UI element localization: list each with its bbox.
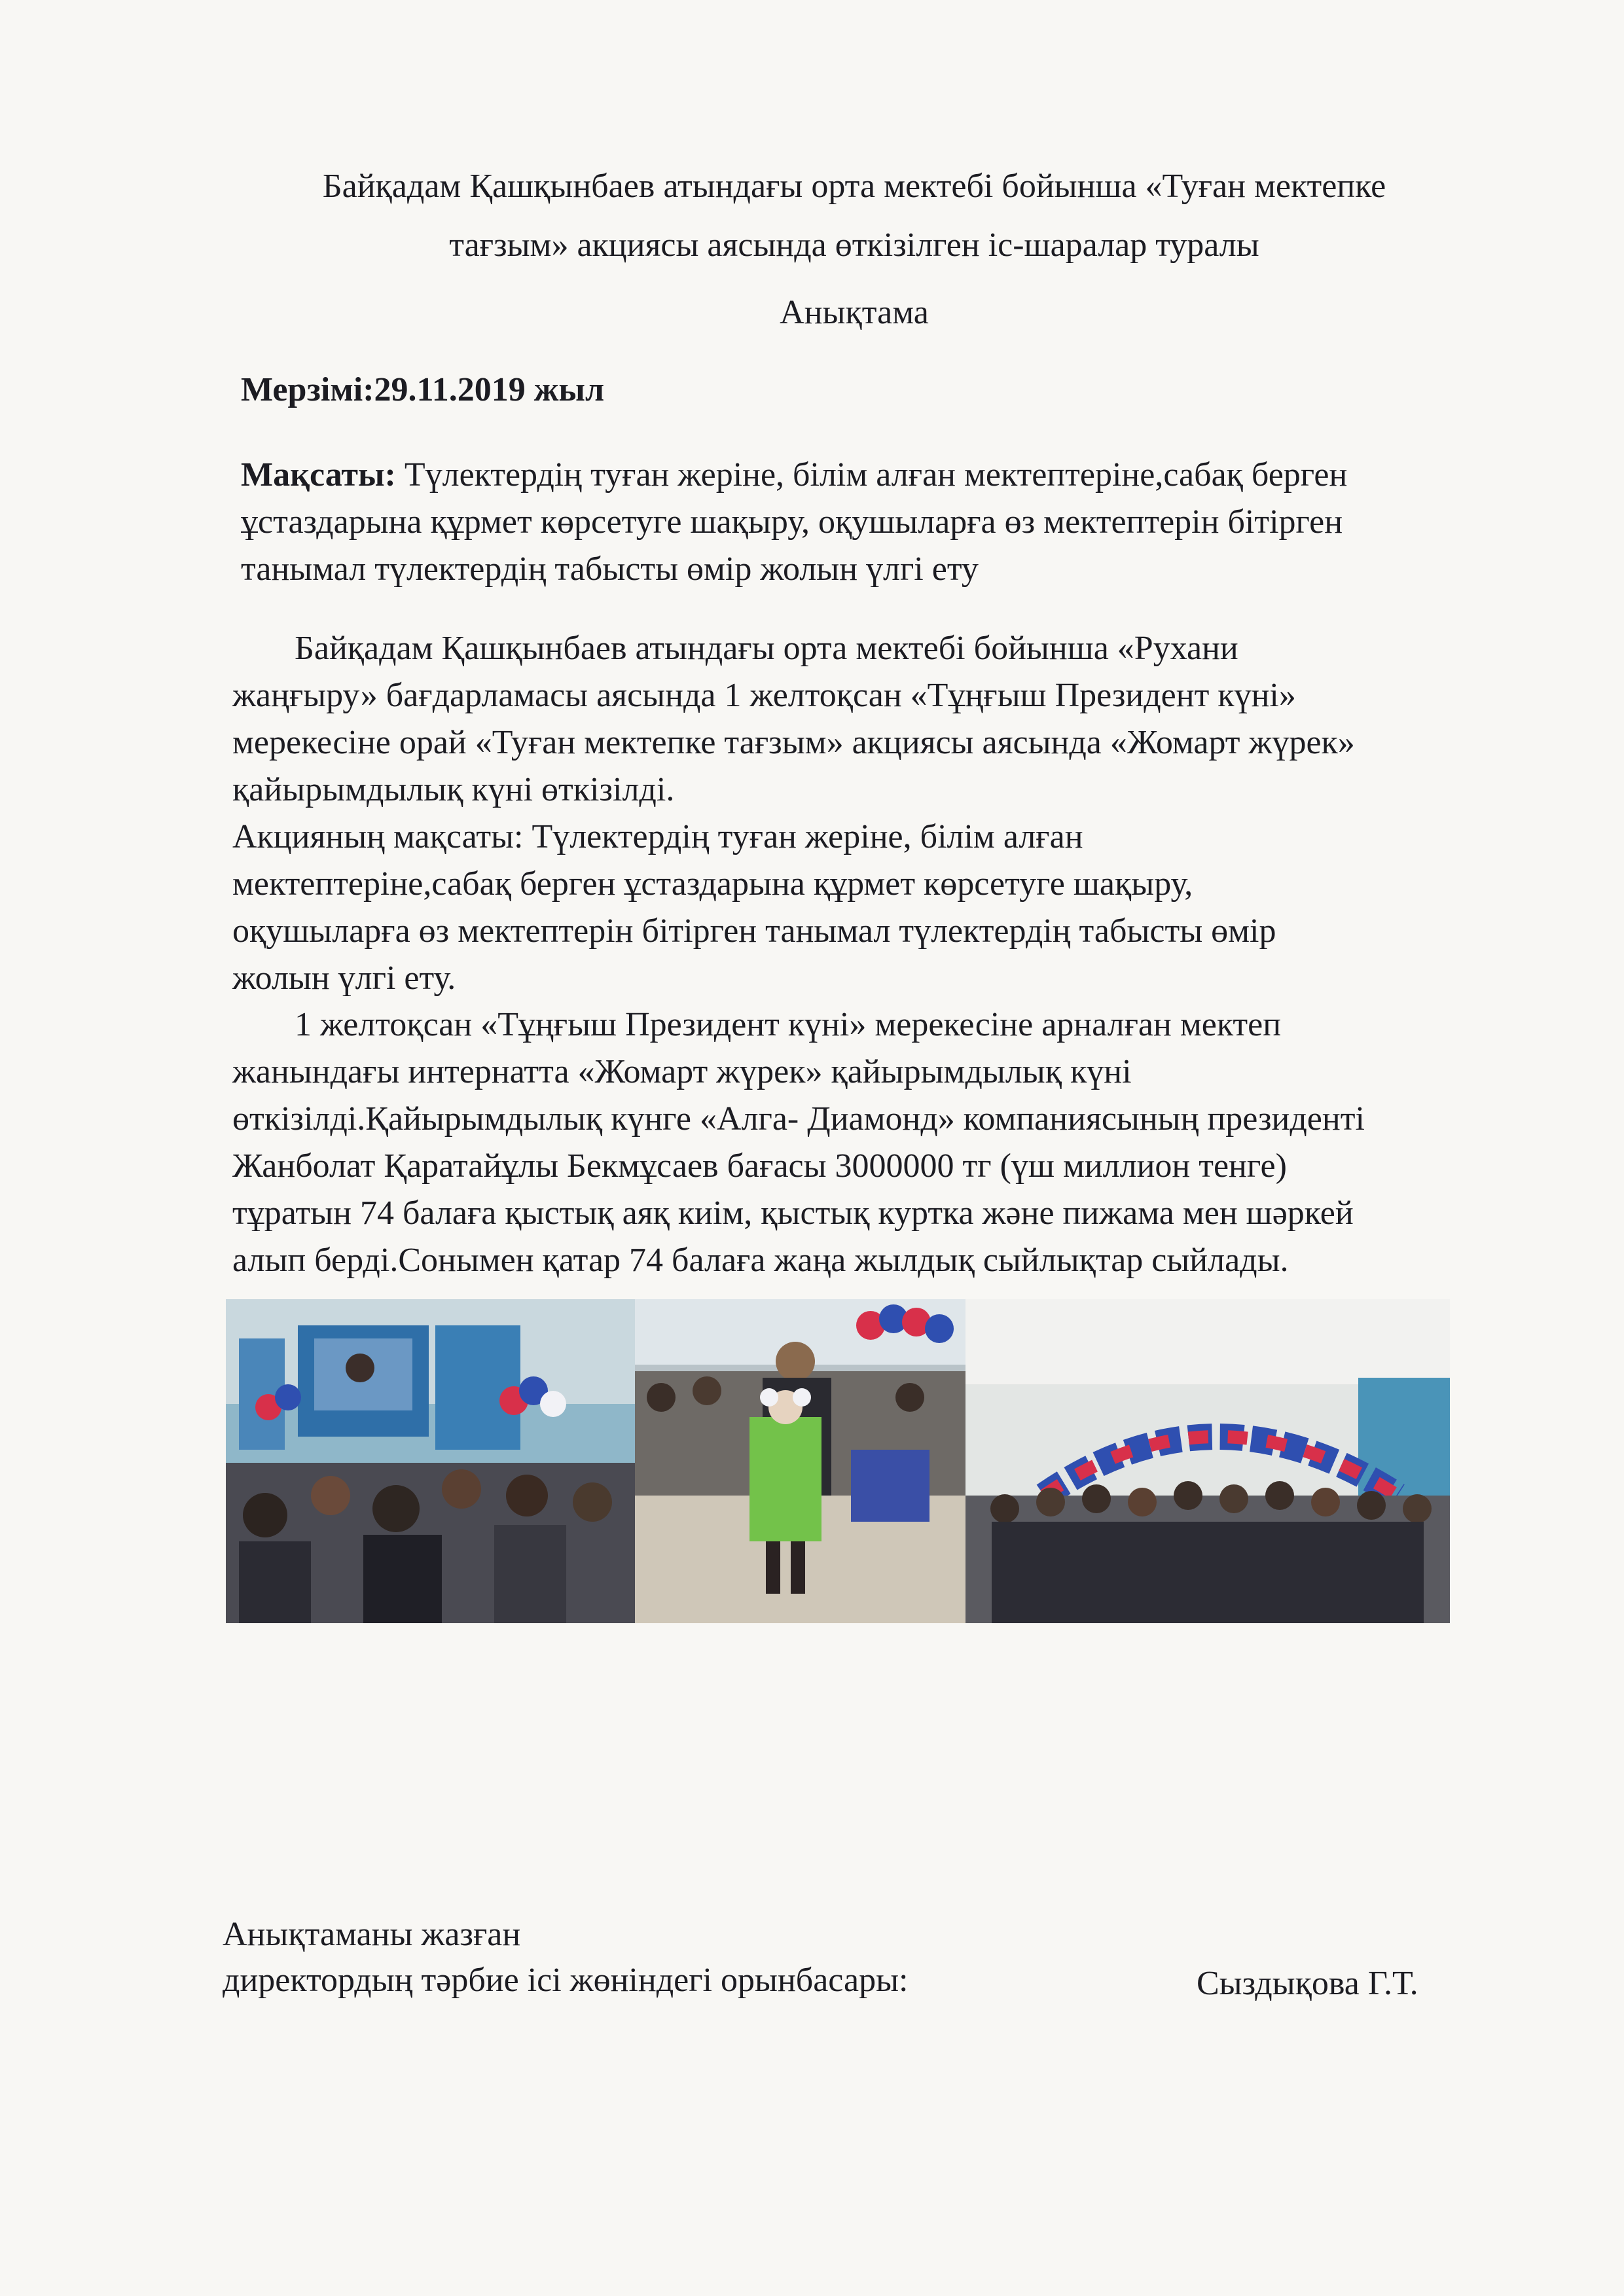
paragraph-2-line-2: жанындағы интернатта «Жомарт жүрек» қайырымдылық күні	[232, 1053, 1132, 1090]
paragraph-1-line-4: қайырымдылық күні өткізілді.	[232, 771, 675, 808]
paragraph-1-line-1: Байқадам Қашқынбаев атындағы орта мектебі бойынша «Рухани	[295, 630, 1238, 667]
paragraph-2-line-1: 1 желтоқсан «Тұңғыш Президент күні» мерекесіне арналған мектеп	[295, 1006, 1282, 1043]
paragraph-2-line-5: тұратын 74 балаға қыстық аяқ киім, қыстық куртка және пижама мен шәркей	[232, 1194, 1354, 1232]
paragraph-1	[232, 625, 1542, 1002]
title-line-2: тағзым» акциясы аясында өткізілген іс-шаралар туралы	[449, 226, 1259, 264]
paragraph-1-line-7: оқушыларға өз мектептерін бітірген танымал түлектердің табысты өмір	[232, 912, 1276, 950]
signature-line-1: Анықтаманы жазған	[223, 1916, 521, 1953]
document-title	[216, 157, 1492, 275]
photo-event-hall-poster	[226, 1299, 635, 1623]
paragraph-2-line-4: Жанболат Қаратайұлы Бекмұсаев бағасы 3000000 тг (үш миллион тенге)	[232, 1147, 1287, 1185]
paragraph-2-line-3: өткізілді.Қайырымдылық күнге «Алга- Диамонд» компаниясының президенті	[232, 1100, 1365, 1138]
goal-line-3: танымал түлектердің табысты өмір жолын үлгі ету	[241, 550, 979, 588]
goal-line-1: Түлектердің туған жеріне, білім алған мектептеріне,сабақ берген	[395, 456, 1348, 493]
paragraph-2	[232, 1001, 1542, 1284]
title-line-1: Байқадам Қашқынбаев атындағы орта мектебі бойынша «Туған мектепке	[322, 168, 1386, 205]
photo-strip	[226, 1299, 1450, 1623]
paragraph-1-line-6: мектептеріне,сабақ берген ұстаздарына құрмет көрсетуге шақыру,	[232, 865, 1193, 903]
signature-line-2: директордың тәрбие ісі жөніндегі орынбасары:	[223, 1962, 909, 1999]
paragraph-1-line-5: Акцияның мақсаты: Түлектердің туған жеріне, білім алған	[232, 818, 1083, 855]
document-subtitle: Анықтама	[780, 294, 929, 331]
goal-label: Мақсаты:	[241, 456, 396, 493]
paragraph-1-line-8: жолын үлгі ету.	[232, 960, 456, 997]
paragraph-1-line-3: мерекесіне орай «Туған мектепке тағзым» акциясы аясында «Жомарт жүрек»	[232, 724, 1355, 761]
date-line: Мерзімі:29.11.2019 жыл	[241, 371, 605, 408]
photo-sponsor-with-child	[635, 1299, 965, 1623]
photo-group-balloon-arch	[965, 1299, 1450, 1623]
goal-block	[241, 452, 1550, 593]
paragraph-2-line-6: алып берді.Сонымен қатар 74 балаға жаңа жылдық сыйлықтар сыйлады.	[232, 1242, 1289, 1279]
paragraph-1-line-2: жаңғыру» бағдарламасы аясында 1 желтоқсан «Тұңғыш Президент күні»	[232, 677, 1296, 714]
goal-line-2: ұстаздарына құрмет көрсетуге шақыру, оқушыларға өз мектептерін бітірген	[241, 503, 1343, 541]
signature-name: Сыздықова Г.Т.	[1197, 1965, 1418, 2002]
